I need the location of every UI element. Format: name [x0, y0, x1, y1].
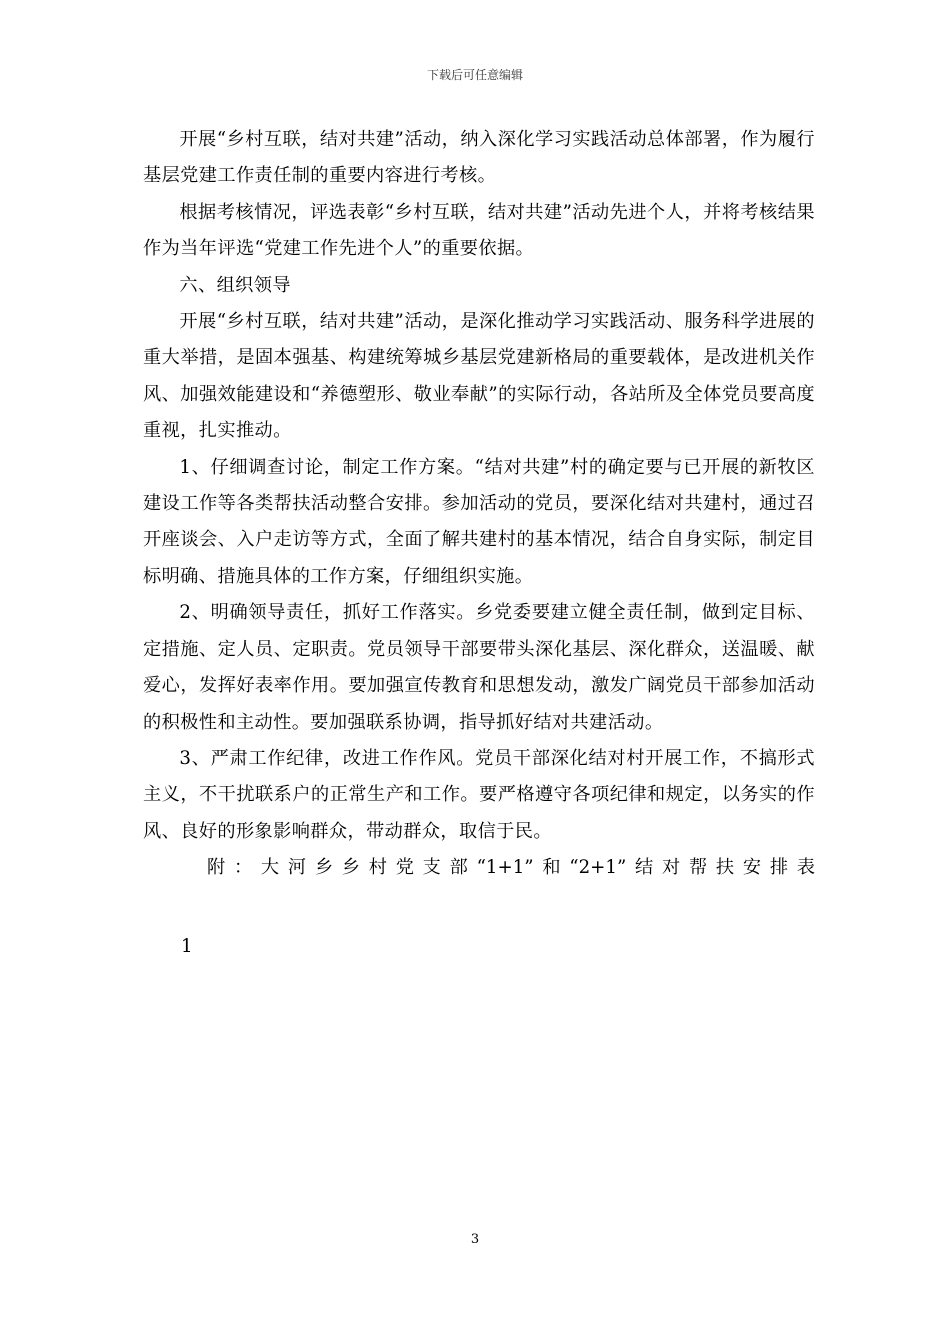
document-body	[143, 122, 815, 965]
paragraph-assessment: 开展“乡村互联，结对共建”活动，纳入深化学习实践活动总体部署，作为履行基层党建工作责任制的重要内容进行考核。	[143, 129, 815, 187]
paragraph-leadership-intro: 开展“乡村互联，结对共建”活动，是深化推动学习实践活动、服务科学进展的重大举措，是固本强基、构建统筹城乡基层党建新格局的重要载体，是改进机关作风、加强效能建设和“养德塑形、敬业奉献”的实际行动，各站所及全体党员要高度重视，扎实推动。	[143, 311, 815, 442]
page-number: 3	[470, 1232, 480, 1247]
paragraph-item-3: 3、严肃工作纪律，改进工作作风。党员干部深化结对村开展工作，不搞形式主义，不干扰联系户的正常生产和工作。要严格遵守各项纪律和规定，以务实的作风、良好的形象影响群众，带动群众，取信于民。	[143, 747, 815, 842]
paragraph-item-1: 1、仔细调查讨论，制定工作方案。“结对共建”村的确定要与已开展的新牧区建设工作等各类帮扶活动整合安排。参加活动的党员，要深化结对共建村，通过召开座谈会、入户走访等方式，全面了解共建村的基本情况，结合自身实际，制定目标明确、措施具体的工作方案，仔细组织实施。	[143, 456, 815, 587]
section-heading-leadership: 六、组织领导	[179, 274, 291, 296]
attachment-line: 附：大河乡乡村党支部“1+1”和“2+1”结对帮扶安排表	[207, 857, 815, 879]
paragraph-item-2: 2、明确领导责任，抓好工作落实。乡党委要建立健全责任制，做到定目标、定措施、定人员、定职责。党员领导干部要带头深化基层、深化群众，送温暖、献爱心，发挥好表率作用。要加强宣传教育和思想发动，激发广阔党员干部参加活动的积极性和主动性。要加强联系协调，指导抓好结对共建活动。	[143, 602, 815, 733]
page-header: 下载后可任意编辑	[426, 68, 523, 82]
attachment-number: 1	[181, 935, 193, 957]
paragraph-commendation: 根据考核情况，评选表彰“乡村互联，结对共建”活动先进个人，并将考核结果作为当年评选“党建工作先进个人”的重要依据。	[143, 201, 815, 260]
